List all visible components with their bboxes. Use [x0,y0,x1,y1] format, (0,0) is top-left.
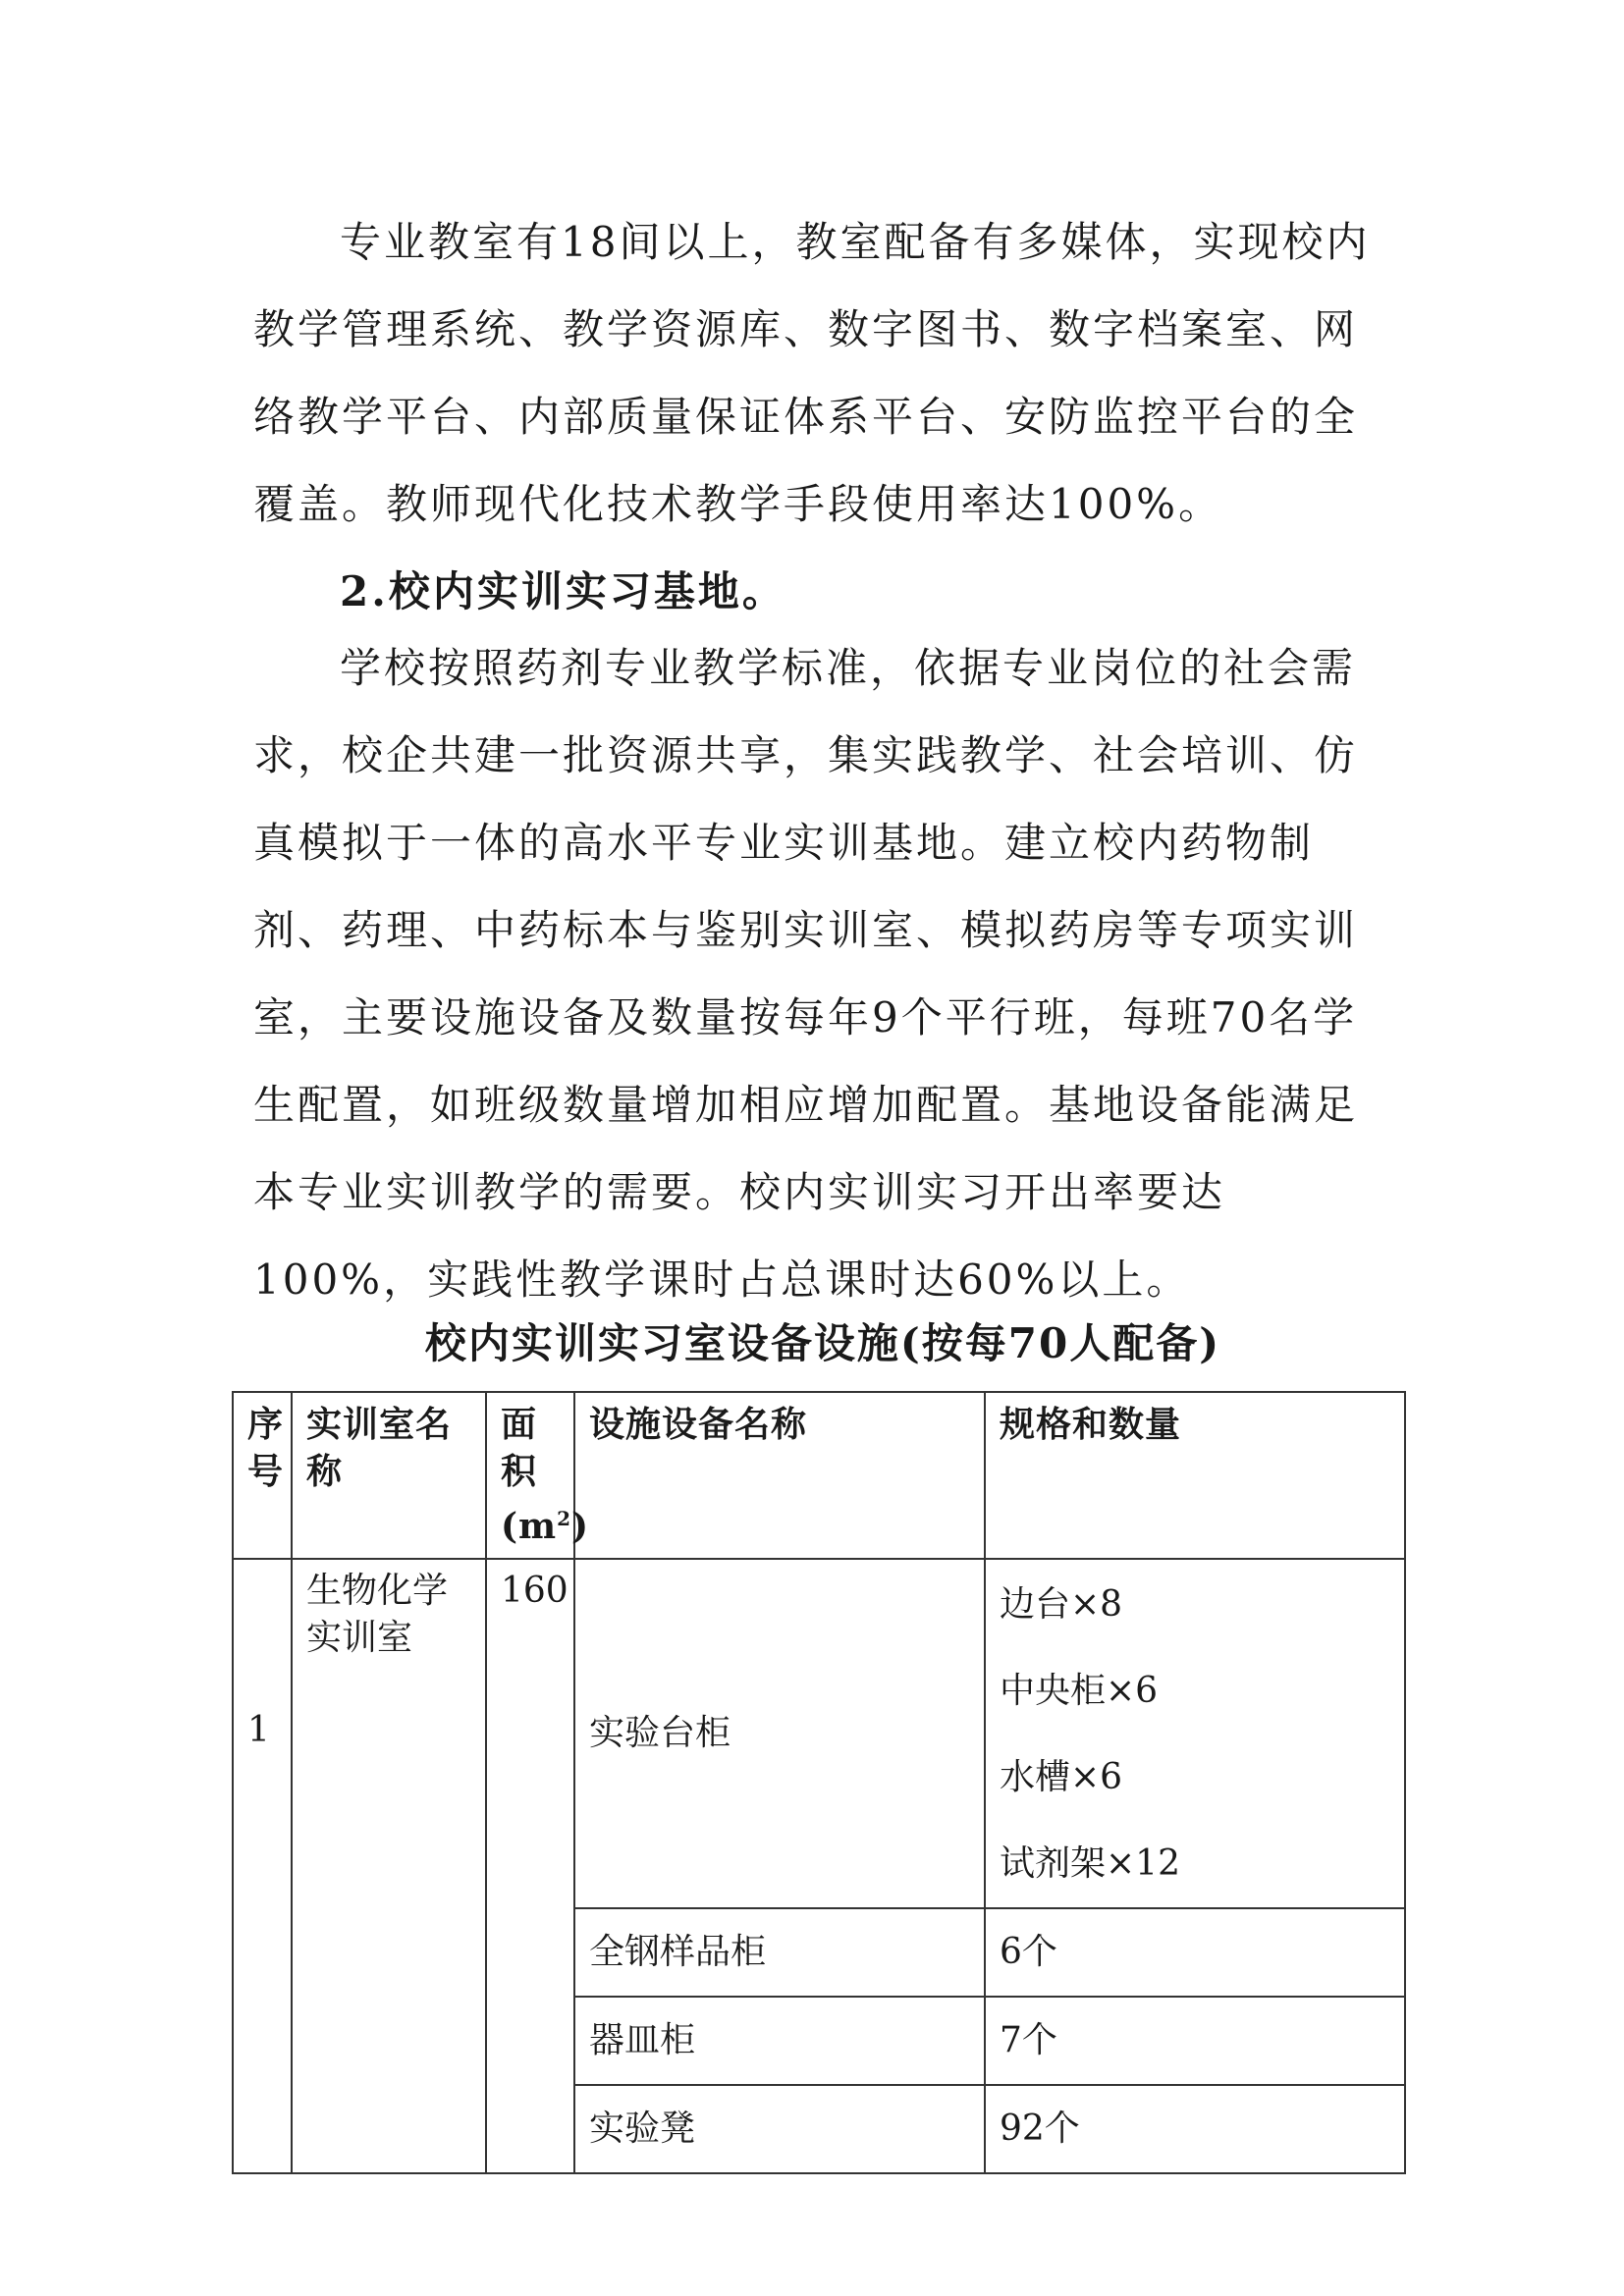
spec-item: 中央柜×6 [1000,1671,1159,1711]
header-area [486,1392,590,1559]
section-heading-training-base: 2.校内实训实习基地。 [340,567,786,615]
header-seq: 序号 [233,1392,292,1559]
cell-spec: 7个 [985,1997,1405,2085]
paragraph-classrooms: 专业教室有18间以上，教室配备有多媒体，实现校内教学管理系统、教学资源库、数字图书、数字档案室、网络教学平台、内部质量保证体系平台、安防监控平台的全覆盖。教师现代化技术教学手段使用率达100%。 [253,218,1371,528]
cell-spec: 6个 [985,1908,1405,1997]
cell-equipment-name: 全钢样品柜 [574,1908,985,1997]
table-header-row [233,1392,1405,1559]
paragraph-training-base: 学校按照药剂专业教学标准，依据专业岗位的社会需求，校企共建一批资源共享，集实践教学、社会培训、仿真模拟于一体的高水平专业实训基地。建立校内药物制剂、药理、中药标本与鉴别实训室、模拟药房等专项实训室，主要设施设备及数量按每年9个平行班，每班70名学生配置，如班级数量增加相应增加配置。基地设备能满足本专业实训教学的需要。校内实训实习开出率要达100%，实践性教学课时占总课时达60%以上。 [253,644,1359,1304]
cell-equipment-name: 实验台柜 [574,1559,985,1908]
spec-item: 试剂架×12 [1000,1843,1180,1884]
cell-seq: 1 [233,1559,292,2173]
cell-area: 160 [486,1559,574,2173]
cell-equipment-name: 器皿柜 [574,1997,985,2085]
cell-equipment-name: 实验凳 [574,2085,985,2173]
header-room-name: 实训室名称 [292,1392,486,1559]
header-equipment-name: 设施设备名称 [574,1392,985,1559]
cell-spec [985,1559,1405,1908]
table-title: 校内实训实习室设备设施(按每70人配备) [424,1319,1221,1367]
cell-room-name: 生物化学实训室 [292,1559,486,2173]
header-area-sup: 2 [557,1507,572,1530]
spec-item: 水槽×6 [1000,1757,1123,1797]
header-area-suffix: ) [571,1506,590,1547]
header-area-prefix: 面积(m [501,1404,558,1547]
header-spec-quantity: 规格和数量 [985,1392,1405,1559]
table-row [233,1559,1405,1908]
cell-spec: 92个 [985,2085,1405,2173]
spec-item: 边台×8 [1000,1584,1123,1625]
spec-list [1000,1568,1390,1888]
equipment-table [232,1391,1406,2174]
